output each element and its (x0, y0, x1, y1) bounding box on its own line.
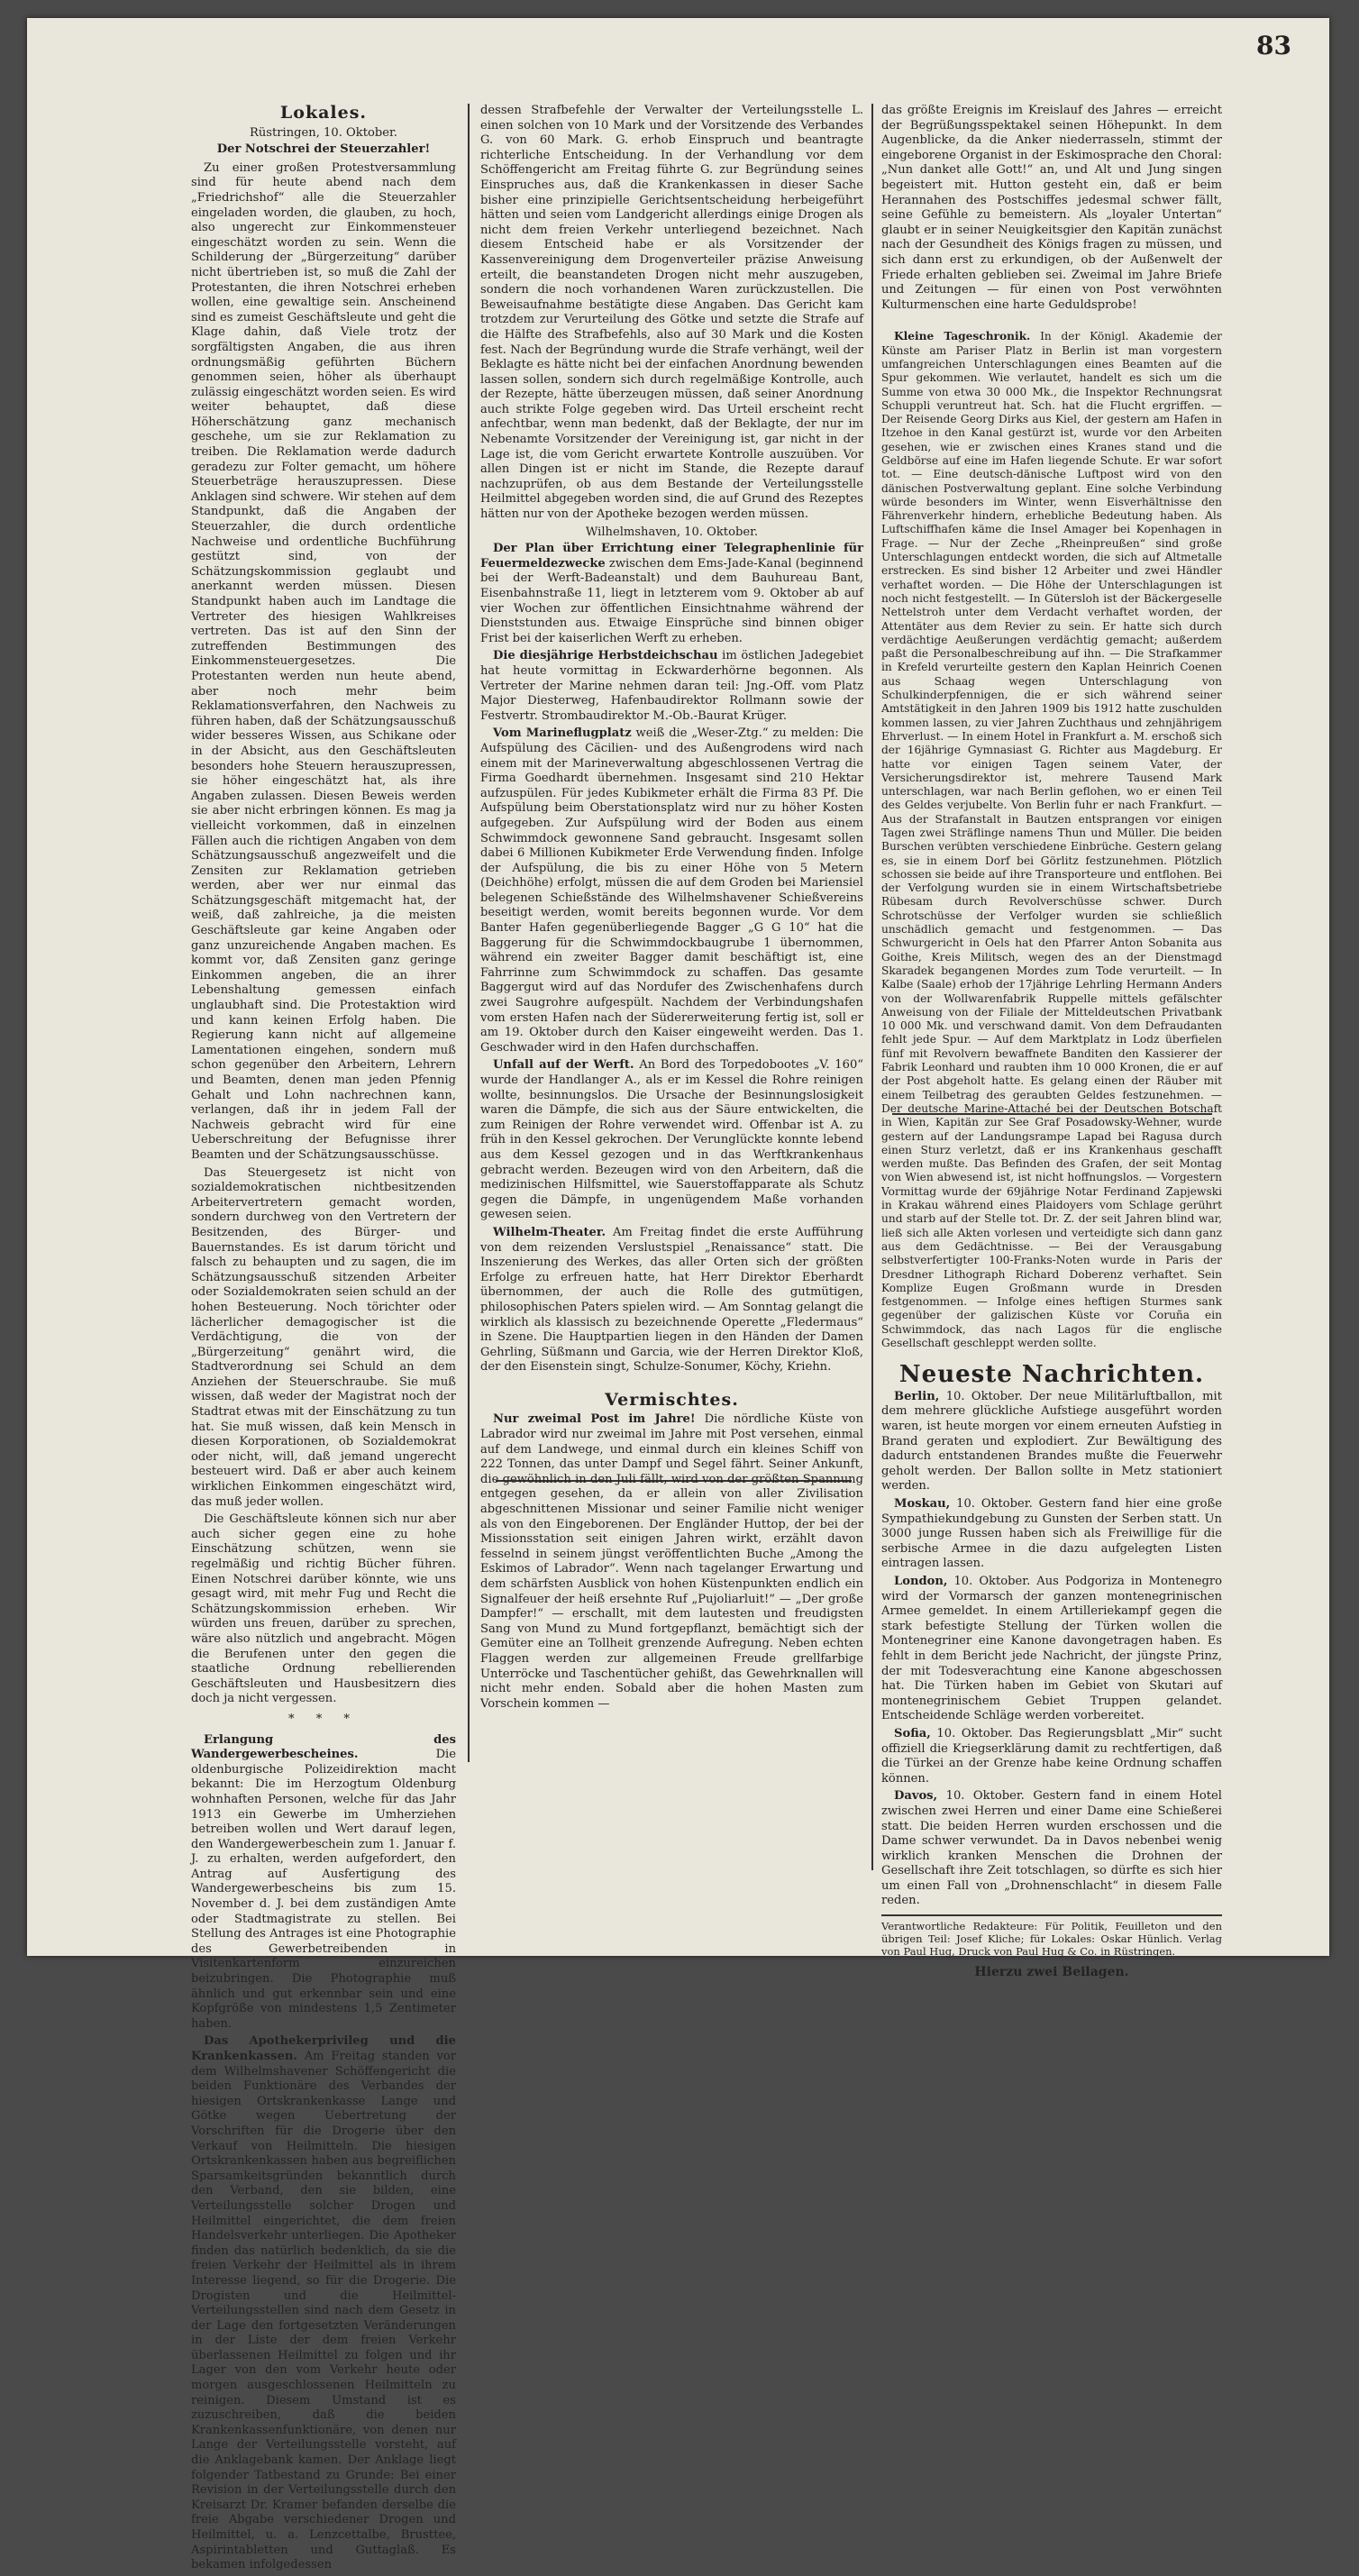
news-item (881, 1789, 1222, 1909)
section-title: Vermischtes. (605, 1389, 739, 1410)
article-text: Am Freitag standen vor dem Wilhelmshavener Schöffengericht die beiden Funktionäre des Verbandes der hiesigen Ortskrankenkasse Lange und Götke wegen Uebertretung der Vorschriften für die Drogerie über den Verkauf von Heilmitteln. Die hiesigen Ortskrankenkassen haben aus begreiflichen Sparsamkeitsgründen bekanntlich durch den Verband, den sie bilden, eine Verteilungsstelle solcher Drogen und Heilmittel eingerichtet, die dem freien Handelsverkehr unterliegen. Die Apotheker finden das natürlich bedenklich, da sie die freien Verkehr der Heilmittel als in ihrem Interesse liegend, so für die Drogerie. Die Drogisten und die Heilmittel-Verteilungsstellen sind nach dem Gesetz in der Lage den fortgesetzten Veränderungen in der Liste der dem freien Verkehr überlassenen Heilmittel zu folgen und ihr Lager von den vom Verkehr heute oder morgen ausgeschlossenen Heilmitteln zu reinigen. Diesem Umstand ist es zuzuschreiben, daß die beiden Krankenkassenfunktionäre, von denen nur Lange der Verteilungsstelle vorsteht, auf die Anklagebank kamen. Der Anklage liegt folgender Tatbestand zu Grunde: Bei einer Revision in der Verteilungsstelle durch den Kreisarzt Dr. Kramer befanden derselbe die freie Abgabe verschiedener Drogen und Heilmittel, u. a. Lenzcettalbe, Brusttee, Aspirintabletten und Guttaglaß. Es bekamen infolgedessen (191, 2050, 456, 2572)
article-paragraph (191, 2034, 456, 2572)
news-place: Moskau, (894, 1497, 951, 1512)
article-text: An Bord des Torpedobootes „V. 160“ wurde der Handlanger A., als er im Kessel die Rohre reinigen wollte, besinnungslos. Die Ursache der Besinnungslosigkeit waren die Dämpfe, die sich aus der Säure entwickelten, die zum Reinigen der Rohre verwendet wird. Offenbar ist A. zu früh in den Kessel gekrochen. Der Verunglückte konnte lebend aus dem Kessel gezogen und in das Werftkrankenhaus gebracht werden. Bezeugen wird von den Arbeitern, daß die medizinischen Hilfsmittel, wie Sauerstoffapparate als Schutz gegen die Dämpfe, in ungenügendem Maße vorhanden gewesen seien. (480, 1058, 863, 1222)
article-text: In der Königl. Akademie der Künste am Pariser Platz in Berlin ist man vorgestern umfangreichen Unterschlagungen eines Beamten auf die Spur gekommen. Wie verlautet, handelt es sich um die Summe von etwa 30 000 Mk., die Inspektor Rechnungsrat Schuppli veruntreut hat. Sch. hat die Flucht ergriffen. — Der Reisende Georg Dirks aus Kiel, der gestern am Hafen in Itzehoe in den Kanal gestürzt ist, wurde vor den Arbeiten gesehen, wie er zwischen eines Kranes stand und die Geldbörse auf eine im Hafen liegende Schute. Er war sofort tot. — Eine deutsch-dänische Luftpost wird von den dänischen Postverwaltung geplant. Eine solche Verbindung würde besonders im Winter, wenn Eisverhältnisse den Fährenverkehr hindern, erhebliche Bedeutung haben. Als Luftschiffhafen käme die Insel Amager bei Kopenhagen in Frage. — Nur der Zeche „Rheinpreußen“ sind große Unterschlagungen entdeckt worden, die sich auf Altmetalle erstrecken. Es sind bisher 12 Arbeiter und zwei Händler verhaftet worden. — Die Höhe der Unterschlagungen ist noch nicht festgestellt. — In Gütersloh ist der Bäckergeselle Nettelstroh unter dem Verdacht verhaftet worden, der Attentäter aus dem Revier zu sein. Er hatte sich durch verdächtige Aeußerungen verdächtig gemacht; außerdem paßt die Personalbeschreibung auf ihn. — Die Strafkammer in Krefeld verurteilte gestern den Kaplan Heinrich Coenen aus Schaag wegen Unterschlagung von Schulkinderpfennigen, die er sich während seiner Amtstätigkeit in den Jahren 1909 bis 1912 hatte zuschulden kommen lassen, zu vier Jahren Zuchthaus und zehnjährigem Ehrverlust. — In einem Hotel in Frankfurt a. M. erschoß sich der 16jährige Gymnasiast G. Richter aus Magdeburg. Er hatte vor einigen Tagen seinem Vater, der Versicherungsdirektor ist, mehrere Tausend Mark unterschlagen, war nach Berlin geflohen, wo er einen Teil des Geldes verjubelte. Von Berlin fuhr er nach Frankfurt. — Aus der Strafanstalt in Bautzen entsprangen vor einigen Tagen zwei Sträflinge namens Thun und Müller. Die beiden Burschen verübten verschiedene Einbrüche. Gestern gelang es, sie in einem Dorf bei Görlitz festzunehmen. Plötzlich schossen sie beide auf ihre Transporteure und entflohen. Bei der Verfolgung wurden sie in einem Wirtschaftsbetriebe Rübesam durch Revolverschüsse schwer. Durch Schrotschüsse der Verfolger wurden sie schließlich unschädlich gemacht und festgenommen. — Das Schwurgericht in Oels hat den Pfarrer Anton Sobanita aus Goithe, Kreis Militsch, wegen des an der Dienstmagd Skaradek begangenen Mordes zum Tode verurteilt. — In Kalbe (Saale) erhob der 17jährige Lehrling Hermann Anders von der Wollwarenfabrik Ruppelle mittels gefälschter Anweisung von der Filiale der Mitteldeutschen Privatbank 10 000 Mk. und verschwand damit. Von dem Defraudanten fehlt jede Spur. — Auf dem Marktplatz in Lodz überfielen fünf mit Revolvern bewaffnete Banditen den Kassierer der Fabrik Leonhard und raubten ihm 10 000 Kronen, die er auf der Post abgeholt hatte. Es gelang einen der Räuber mit einem Teilbetrag des geraubten Geldes festzunehmen. — Der deutsche Marine-Attaché bei der Deutschen Botschaft in Wien, Kapitän zur See Graf Posadowsky-Wehner, wurde gestern auf der Landungsrampe Lapad bei Ragusa durch einen Sturz verletzt, daß er ins Krankenhaus geschafft werden mußte. Das Befinden des Grafen, der seit Montag von Wien abwesend ist, ist nicht hoffnungslos. — Vorgestern Vormittag wurde der 69jährige Notar Ferdinand Zapjewski in Krakau während eines Plaidoyers vom Schlage gerührt und starb auf der Stelle tot. Dr. Z. der seit Jahren blind war, ließ sich alle Akten vorlesen und verteidigte sich dann ganz aus dem Gedächtnisse. — Bei der Verausgabung selbstverfertigter 100-Franks-Noten wurde in Paris der Dresdner Lithograph Richard Doberenz verhaftet. Sein Komplize Eugen Großmann wurde in Dresden festgenommen. — Infolge eines heftigen Sturmes sank gegenüber der galizischen Küste vor Coruña ein Schwimmdock, das nach Lagos für die englische Gesellschaft geschleppt werden sollte. (881, 330, 1222, 1349)
dateline: Rüstringen, 10. Oktober. (250, 125, 397, 140)
column-divider (468, 104, 470, 1762)
article-lead: Nur zweimal Post im Jahre! (493, 1412, 696, 1427)
article-text: Am Freitag findet die erste Aufführung von dem reizenden Verslustspiel „Renaissance“ statt. Die Inszenierung des Werkes, das aller Orten sich der größten Erfolge zu erfreuen hatte, hat Herr Direktor Eberhardt übernommen, der auch die Rolle des gutmütigen, philosophischen Paters spielen wird. — Am Sonntag gelangt die wirklich als klassisch zu bezeichnende Operette „Fledermaus“ in Szene. Die Hauptpartien liegen in den Händen der Damen Gehrling, Süßmann und Garcia, wie der Herren Direktor Kloß, der den Eisenstein singt, Schulze-Sonumer, Köchy, Kriehn. (480, 1225, 863, 1375)
article-paragraph: Das Steuergesetz ist nicht von sozialdemokratischen nichtbesitzenden Arbeitervertretern gemacht worden, sondern durchweg von den Vertretern der Besitzenden, des Bürger- und Bauernstandes. Es ist darum töricht und falsch zu behaupten und zu sagen, die im Schätzungsausschuß sitzenden Arbeiter oder Sozialdemokraten seien schuld an der hohen Besteuerung. Noch törichter oder lächerlicher demagogischer ist die Verdächtigung, die von der „Bürgerzeitung“ genährt wird, die Stadtverordnung sei Schuld an dem Anziehen der Steuerschraube. Sie muß wissen, daß weder der Magistrat noch der Stadtrat etwas mit der Einschätzung zu tun hat. Sie muß wissen, daß kein Mensch in diesen Korporationen, ob Sozialdemokrat oder nicht, will, daß jemand ungerecht besteuert wird. Daß er aber auch keinem wirklichen Einkommen eingeschätzt wird, das muß jeder wollen. (191, 1165, 456, 1509)
article-lead: Die diesjährige Herbstdeichschau (493, 649, 718, 663)
article-paragraph: Die Geschäftsleute können sich nur aber auch sicher gegen eine zu hohe Einschätzung schützen, wenn sie regelmäßig und richtig Bücher führen. Einen Notschrei darüber könnte, wie uns gesagt wird, mit mehr Fug und Recht die Schätzungskommission erheben. Wir würden uns freuen, darüber zu sprechen, wäre also nützlich und angebracht. Mögen die Berufenen unter den gegen die staatliche Ordnung rebellierenden Geschäftsleuten und Hausbesitzern dies doch ja nicht vergessen. (191, 1512, 456, 1706)
article-lead: Das Apothekerprivileg und die Krankenkassen. (191, 2034, 456, 2063)
article-text: weiß die „Weser-Ztg.“ zu melden: Die Aufspülung des Cäcilien- und des Außengrodens wird nach einem mit der Marineverwaltung abgeschlossenen Vertrag die Firma Goedhardt übernehmen. Insgesamt sind 210 Hektar aufzuspülen. Für jedes Kubikmeter erhält die Firma 83 Pf. Die Aufspülung beim Oberstationsplatz wird nur zu höher Kosten aufgegeben. Zur Aufspülung wird der Boden aus einem Schwimmdock gewonnene Sand gebraucht. Insgesamt sollen dabei 6 Millionen Kubikmeter Erde Verwendung finden. Infolge der Aufspülung, die bis zu einer Höhe von 5 Metern (Deichhöhe) erfolgt, müssen die auf dem Groden bei Mariensiel belegenen Schießstände des Wilhelmshavener Schießvereins beseitigt werden, womit bereits begonnen wurde. Vor dem Banter Hafen gegenüberliegende Bagger „G G 10“ hat die Baggerung für die Schwimmdockbaugrube 1 übernommen, während ein zweiter Bagger damit beschäftigt ist, eine Fahrrinne zum Schwimmdock zu schaffen. Das gesamte Baggergut wird auf das Nordufer des Zwischenhafens durch zwei Saugrohre aufgespült. Nachdem der Verbindungshafen vom ersten Hafen nach der Südererweiterung fertig ist, soll er am 19. Oktober durch den Kaiser eingeweiht werden. Das 1. Geschwader wird in den Hafen durchschaffen. (480, 726, 863, 1055)
article-lead: Vom Marineflugplatz (493, 726, 632, 741)
newspaper-page (27, 18, 1329, 2572)
supplements-note: Hierzu zwei Beilagen. (974, 1964, 1129, 1979)
news-place: London, (894, 1575, 948, 1588)
article-paragraph (191, 1733, 456, 2032)
column-1 (191, 104, 456, 2576)
article-paragraph: dessen Strafbefehle der Verwalter der Verteilungsstelle L. einen solchen von 10 Mark und der Vorsitzende des Verbandes G. von 60 Mark. G. erhob Einspruch und beantragte richterliche Entscheidung. In der Verhandlung vor dem Schöffengericht am Freitag führte G. zur Begründung seines Einspruches aus, daß die Krankenkassen in dieser Sache bisher eine prinzipielle Gerichtsentscheidung herbeigeführt hätten und seien vom Landgericht allerdings einige Drogen als nicht dem freien Verkehr unterliegend bezeichnet. Nach diesem Entscheid habe er als Vorsitzender der Kassenvereinigung dem Drogenverteiler präzise Anweisung erteilt, die beanstandeten Drogen nicht mehr auszugeben, sondern die noch vorhandenen Waren zurückzustellen. Die Beweisaufnahme bestätigte diese Angaben. Das Gericht kam trotzdem zur Verurteilung des Götke und setzte die Strafe auf die Hälfte des Strafbefehls, also auf 30 Mark und die Kosten fest. Nach der Begründung wurde die Strafe verhängt, weil der Beklagte es hätte nicht bei der einfachen Anordnung bewenden lassen sollen, sondern sich durch regelmäßige Kontrolle, auch der Rezepte, hätte überzeugen müssen, daß seiner Anordnung auch strikte Folge gegeben wird. Das Urteil erscheint recht anfechtbar, wenn man bedenkt, daß der Beklagte, der nur im Nebenamte Vorsitzender der Vereinigung ist, gar nicht in der Lage ist, die vom Gericht erwartete Kontrolle auszuüben. Vor allen Dingen ist er nicht im Stande, die Rezepte darauf nachzuprüfen, ob aus dem Bestande der Verteilungsstelle Heilmittel abgegeben worden sind, die auf Grund des Rezeptes hätten nur von der Apotheke bezogen werden müssen. (480, 104, 863, 522)
article-text: Die oldenburgische Polizeidirektion macht bekannt: Die im Herzogtum Oldenburg wohnhaften Personen, welche für das Jahr 1913 ein Gewerbe im Umherziehen betreiben wollen und Wert darauf legen, den Wandergewerbeschein zum 1. Januar f. J. zu erhalten, werden aufgefordert, den Antrag auf Ausfertigung des Wandergewerbescheins bis zum 15. November d. J. bei dem zuständigen Amte oder Stadtmagistrate zu stellen. Bei Stellung des Antrages ist eine Photographie des Gewerbetreibenden in Visitenkartenform einzureichen beizubringen. Die Photographie muß ähnlich und gut erkennbar sein und eine Kopfgröße von mindestens 1,5 Zentimeter haben. (191, 1748, 456, 2031)
article-paragraph (480, 649, 863, 724)
section-title: Lokales. (279, 103, 368, 123)
article-paragraph (480, 1058, 863, 1223)
column-divider (871, 104, 873, 1870)
news-place: Davos, (894, 1789, 938, 1804)
news-item (881, 1575, 1222, 1724)
article-paragraph: das größte Ereignis im Kreislauf des Jahres — erreicht der Begrüßungsspektakel seinen Höhepunkt. In dem Augenblicke, da die Anker niederrasseln, stimmt der eingeborene Organist in der Eskimosprache den Choral: „Nun danket alle Gott!“ an, und Alt und Jung singen begeistert mit. Hutton gesteht ein, daß er beim Herannahen des Postschiffes jedesmal schwer fällt, seine Gefühle zu bemeistern. Als „loyaler Untertan“ glaubt er in seiner Neuigkeitsgier den Kapitän zunächst nach der Gesundheit des Königs fragen zu müssen, und sich dann erst zu erkundigen, ob der Außenwelt der Friede erhalten geblieben sei. Zweimal im Jahre Briefe und Zeitungen — für einen von Post verwöhnten Kulturmenschen eine harte Geduldsprobe! (881, 104, 1222, 312)
news-item (881, 1727, 1222, 1786)
news-place: Berlin, (894, 1389, 940, 1403)
news-place: Sofia, (894, 1726, 931, 1740)
section-separator (881, 1914, 1222, 1916)
news-item (881, 1497, 1222, 1572)
news-text: 10. Oktober. Gestern fand in einem Hotel zwischen zwei Herren und einer Dame eine Schießerei statt. Die beiden Herren wurden erschossen und die Dame schwer verwundet. Da in Davos nebenbei wenig wirklich kranken Menschen die Drohnen der Gesellschaft ihre Zeit totschlagen, so dürfte es sich hier um einen Fall von „Drohnenschlacht“ in diesem Falle reden. (881, 1789, 1222, 1908)
news-text: 10. Oktober. Der neue Militärluftballon, mit dem mehrere glückliche Aufstiege ausgeführt worden waren, ist heute morgen vor einem erneuten Aufstieg in Brand geraten und explodiert. Zur Bewältigung des dadurch entstandenen Brandes mußte die Feuerwehr geholt werden. Der Ballon sollte in Metz stationiert werden. (881, 1389, 1222, 1494)
news-item (881, 1390, 1222, 1494)
article-paragraph (480, 726, 863, 1055)
article-lead: Der Plan über Errichtung einer Telegraphenlinie für Feuermeldezwecke (480, 542, 863, 571)
article-paragraph: Zu einer großen Protestversammlung sind für heute abend nach dem „Friedrichshof“ alle die Steuerzahler eingeladen worden, die glauben, zu hoch, also ungerecht zur Einkommensteuer eingeschätzt worden zu sein. Wenn die Schilderung der „Bürgerzeitung“ darüber nicht übertrieben ist, so muß die Zahl der Protestanten, die ihren Notschrei erheben wollen, eine gewaltige sein. Anscheinend sind es zumeist Geschäftsleute und geht die Klage dahin, daß Viele trotz der sorgfältigsten Angaben, die aus ihren ordnungsmäßig geführten Büchern genommen seien, höher als überhaupt zulässig eingeschätzt worden seien. Es wird weiter behauptet, daß diese Höherschätzung ganz mechanisch geschehe, um sie zur Reklamation zu treiben. Die Reklamation werde dadurch geradezu zur Folter gemacht, um höhere Steuerbeträge herauszupressen. Diese Anklagen sind schwere. Wir stehen auf dem Standpunkt, daß die Angaben der Steuerzahler, die durch ordentliche Nachweise und ordentliche Buchführung gestützt sind, von der Schätzungskommission geglaubt und anerkannt werden müssen. Diesen Standpunkt haben auch im Landtage die Vertreter des hiesigen Wahlkreises vertreten. Das ist auf den Sinn der zutreffenden Bestimmungen des Einkommensteuergesetzes. Die Protestanten werden nun heute abend, aber noch mehr beim Reklamationsverfahren, den Nachweis zu führen haben, daß der Schätzungsausschuß wider besseres Wissen, aus Schikane oder in der Absicht, aus den Geschäftsleuten besonders hohe Steuern herauszupressen, sie höher eingeschätzt hat, als ihre Angaben zulassen. Diesen Beweis werden sie aber nicht erbringen können. Es mag ja vielleicht vorkommen, daß in einzelnen Fällen auch die richtigen Angaben von dem Schätzungsausschuß angezweifelt und die Zensiten zur Reklamation getrieben werden, aber wer nur einmal das Schätzungsgeschäft mitgemacht hat, der weiß, daß zahlreiche, ja die meisten Geschäftsleute gar keine Angaben oder ganz unzureichende Angaben machen. Es kommt vor, daß Zensiten ganz geringe Einkommen angeben, die an ihrer Lebenshaltung gemessen einfach unglaubhaft sind. Die Protestaktion wird und kann keinen Erfolg haben. Die Regierung kann nicht auf allgemeine Lamentationen eingehen, sondern muß schon gegenüber den Arbeitern, Lehrern und Beamten, denen man jeden Pfennig Gehalt und Lohn nachrechnen kann, verlangen, daß ihr in jedem Fall der Nachweis gebracht wird für eine Ueberschreitung der Befugnisse ihrer Beamten und der Schätzungsausschüsse. (191, 160, 456, 1162)
article-paragraph (881, 330, 1222, 1350)
column-3 (881, 104, 1222, 1982)
article-lead: Unfall auf der Werft. (493, 1058, 634, 1073)
article-paragraph (480, 1412, 863, 1712)
news-text: 10. Oktober. Aus Podgoriza in Montenegro wird der Vormarsch der ganzen montenegrinischen Armee gemeldet. In einem Artilleriekampf gegen die stark befestigte Stellung der Türken wollen die Montenegriner eine Kanone davongetragen haben. Es fehlt in dem Bericht jede Nachricht, der jüngste Prinz, der mit Todesverachtung eine Kanone abgeschossen hat. Die Türken haben im Gebiet von Skutari auf montenegrinischem Gebiet Truppen gelandet. Entscheidende Schläge werden vorbereitet. (881, 1575, 1222, 1723)
article-text: im östlichen Jadegebiet hat heute vormittag in Eckwarderhörne begonnen. Als Vertreter der Marine nehmen daran teil: Jng.-Off. vom Platz Major Diesterweg, Hafenbaudirektor Rollmann sowie der Festvertr. Strombaudirektor M.-Ob.-Baurat Krüger. (480, 649, 863, 723)
article-lead: Erlangung des Wandergewerbescheines. (191, 1732, 456, 1762)
article-headline: Der Notschrei der Steuerzahler! (216, 142, 431, 157)
column-2 (480, 104, 863, 1714)
section-title: Neueste Nachrichten. (898, 1361, 1205, 1389)
article-text: Die nördliche Küste von Labrador wird nur zweimal im Jahre mit Post versehen, einmal auf dem Landwege, und einmal durch ein kleines Schiff von 222 Tonnen, das unter Dampf und Segel fährt. Seiner Ankunft, die gewöhnlich in den Juli fällt, wird von der größten Spannung entgegen gesehen, da er allein von aller Zivilisation abgeschnittenen Missionar und seiner Familie nicht weniger als von den Eingeborenen. Der Engländer Huttop, der bei der Missionsstation seit einigen Jahren wirkt, erzählt davon fesselnd in seinem jüngst veröffentlichten Buche „Among the Eskimos of Labrador“. Wenn nach tagelanger Erwartung und dem schärfsten Ausblick von hohen Küstenpunkten endlich ein Signalfeuer der heiß ersehnte Ruf „Pujoliarluit!“ — „Der große Dampfer!“ — erschallt, mit dem lautesten und freudigsten Sang von Mund zu Mund fortgepflanzt, bemächtigt sich der Gemüter eine an Tollheit grenzende Aufregung. Neben echten Flaggen werden zur allgemeinen Freude grellfarbige Unterröcke und Taschentücher gehißt, das Gewehrknallen will nicht mehr enden. Sobald aber die hohen Masten zum Vorschein kommen — (480, 1412, 863, 1711)
article-text: zwischen dem Ems-Jade-Kanal (beginnend bei der Werft-Badeanstalt) und dem Bauhureau Bant, Eisenbahnstraße 11, liegt in letzterem vom 9. Oktober ab auf vier Wochen zur öffentlichen Einsichtnahme während der Dienststunden aus. Etwaige Einsprüche sind binnen obiger Frist bei der kaiserlichen Werft zu erheben. (480, 556, 863, 645)
article-lead: Wilhelm-Theater. (493, 1225, 607, 1239)
news-text: 10. Oktober. Das Regierungsblatt „Mir“ sucht offiziell die Kriegserklärung damit zu rechtfertigen, daß die Türkei an der Grenze habe keine Ordnung schaffen können. (881, 1726, 1222, 1786)
page-number: 83 (1256, 31, 1291, 60)
article-paragraph (480, 1226, 863, 1375)
article-lead: Kleine Tageschronik. (894, 330, 1031, 343)
article-paragraph (480, 542, 863, 646)
impressum: Verantwortliche Redakteure: Für Politik, Feuilleton und den übrigen Teil: Josef Kliche; für Lokales: Oskar Hünlich. Verlag von Paul Hug, Druck von Paul Hug & Co. in Rüstringen. (881, 1919, 1222, 1958)
dateline: Wilhelmshaven, 10. Oktober. (585, 525, 759, 539)
separator-stars: * * * (288, 1712, 359, 1726)
news-text: 10. Oktober. Gestern fand hier eine große Sympathiekundgebung zu Gunsten der Serben statt. Un 3000 junge Russen haben sich als Freiwillige für die serbische Armee in die dazu aufgelegten Listen eintragen lassen. (881, 1497, 1222, 1571)
